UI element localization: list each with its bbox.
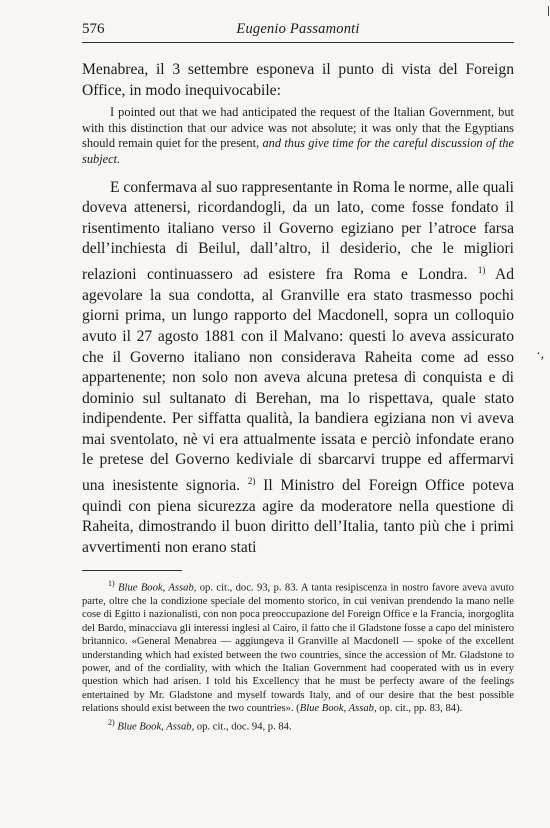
running-head: Eugenio Passamonti <box>236 21 360 37</box>
margin-mark: ·, <box>536 347 545 362</box>
paragraph-main-text-3: Il Ministro del Foreign Office poteva quindi con piena sicurezza agire da moderatore nella questione di Raheita, dimostrando il buon diritto dell’Italia, tanto più che i primi avvertimenti non erano stati <box>82 477 514 557</box>
footnote-ref-2: 2) <box>247 476 256 487</box>
footnote-1-tail: op. cit., pp. 83, 84). <box>376 703 463 715</box>
paragraph-intro: Menabrea, il 3 settembre esponeva il punto di vista del Foreign Office, in modo inequivocabile: <box>82 61 514 99</box>
footnote-1-source-2: Blue Book, Assab, <box>299 703 377 715</box>
footnote-1-mark: 1) <box>108 579 115 588</box>
footnote-1-source: Blue Book, Assab, <box>118 582 197 594</box>
footnote-rule <box>82 570 182 571</box>
footnote-2-text: op. cit., doc. 94, p. 84. <box>194 721 292 733</box>
quote-italic-text: and thus give time for the careful discussion of the subject. <box>82 136 514 166</box>
page-header <box>82 20 514 43</box>
paragraph-main <box>82 178 514 559</box>
paragraph-main-text-2: Ad agevolare la sua condotta, al Granville era stato trasmesso pochi giorni prima, un lungo rapporto del Macdonell, sopra un colloquio avuto il 27 agosto 1881 con il Malvano: questi lo aveva assicurato che il Governo italiano non considerava Raheita come ad esso appartenente; non solo non aveva alcuna pretesa di conquista e di dominio sul sultanato di Berehan, ma lo rispettava, quale stato indipendente. Per siffatta qualità, la bandiera egiziana non vi aveva mai sventolato, nè vi era attualmente issata e perciò infondate erano le pretese del Governo kediviale di sbarcarvi truppe ed affermarvi una inesistente signoria. <box>82 266 514 495</box>
footnote-1-text: op. cit., doc. 93, p. 83. A tanta resipiscenza in nostro favore aveva avuto parte, oltre che la condizione speciale del momento storico, in cui venivan prendendo la mano nelle cose di Egitto i nazionalisti, con non poca preoccupazione del Foreign Office e la Francia, inorgoglita del Bardo, minacciava gli interessi inglesi al Cairo, il fatto che il Gladstone fosse a capo del ministero britannico. «General Menabrea — aggiungeva il Granville al Macdonell — spoke of the excellent understanding which had existed between the two countries, since the accession of Mr. Gladstone to power, and of the cordiality, with which the Italian Government had cooperated with us in every question which had arisen. I told his Excellency that he must be perfecty aware of the feelings entertained by Mr. Gladstone and myself towards Italy, and of our desire that the best possible relations should exist between the two countries». ( <box>82 582 514 715</box>
footnotes <box>82 570 514 734</box>
block-quote <box>82 105 514 167</box>
footnote-2-mark: 2) <box>108 717 115 727</box>
footnote-2 <box>82 716 514 734</box>
paragraph-main-text: E confermava al suo rappresentante in Roma le norme, alle quali doveva attenersi, ricordandogli, da un lato, come fosse fondato il risentimento italiano verso il Governo egiziano per l’atroce farsa dell’inchiesta di Beilul, dall’altro, il desiderio, che le migliori relazioni continuassero ad esistere fra Roma e Londra. <box>82 178 514 284</box>
scan-mark <box>548 6 549 16</box>
footnote-ref-1: 1) <box>477 264 486 275</box>
body-text <box>82 60 514 559</box>
quote-text: I pointed out that we had anticipated the request of the Italian Government, but with this distinction that our advice was not absolute; it was only that the Egyptians should remain quiet for the present, <box>82 105 514 151</box>
footnote-2-source: Blue Book, Assab, <box>117 721 195 733</box>
page-number: 576 <box>82 21 105 37</box>
footnote-1 <box>82 577 514 716</box>
